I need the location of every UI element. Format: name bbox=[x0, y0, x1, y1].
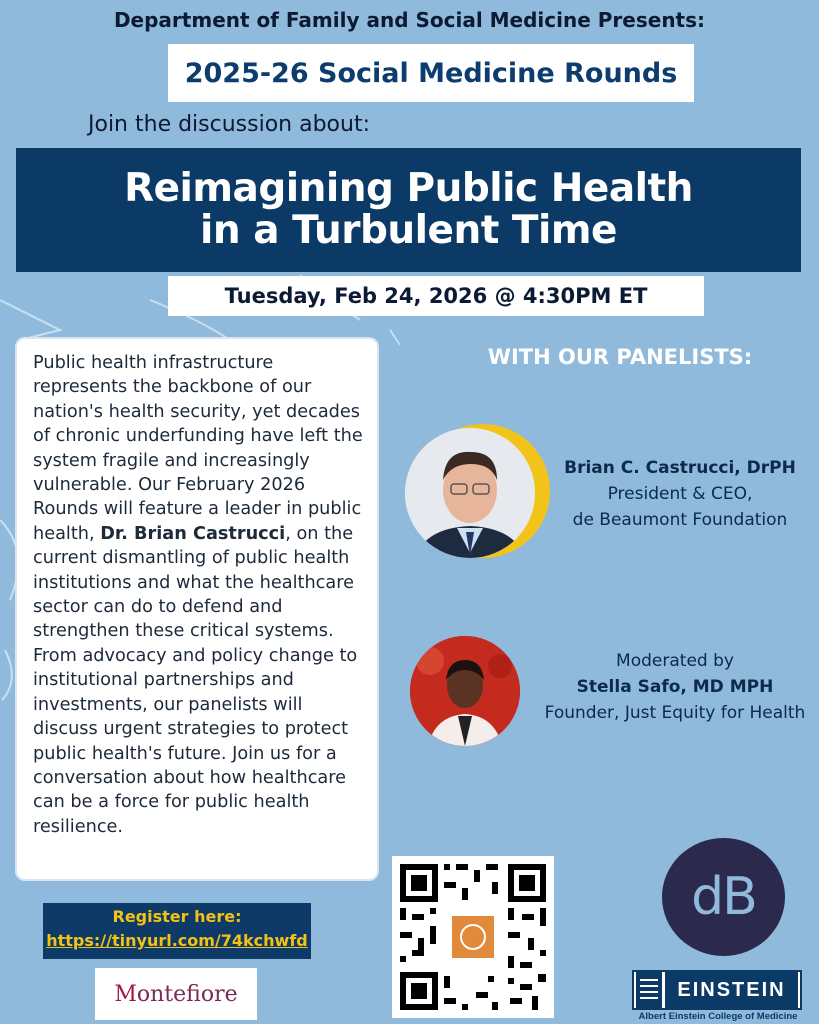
description-part2: , on the current dismantling of public health institutions and what the healthcare sector can do to defend and strengthen these critical systems. From advocacy and policy change to institutional partnerships and investments, our panelists will discuss urgent strategies to protect public health's future. Join us for a conversation about how healthcare can be a force for public health resilience. bbox=[33, 523, 358, 837]
montefiore-logo bbox=[95, 968, 257, 1020]
series-title: 2025-26 Social Medicine Rounds bbox=[184, 57, 678, 89]
einstein-subtitle: Albert Einstein College of Medicine bbox=[638, 1011, 798, 1022]
register-box bbox=[43, 903, 311, 959]
einstein-mark-icon bbox=[636, 972, 662, 1008]
moderator-label: Moderated by bbox=[616, 651, 734, 671]
moderator-info bbox=[525, 648, 819, 726]
panelist-photo bbox=[405, 428, 535, 558]
series-title-box bbox=[168, 44, 694, 102]
description-text bbox=[33, 351, 367, 839]
department-heading: Department of Family and Social Medicine Presents: bbox=[113, 8, 706, 32]
event-title-line1: Reimagining Public Health bbox=[124, 166, 693, 211]
panelists-heading: WITH OUR PANELISTS: bbox=[487, 345, 753, 369]
panelist-name: Brian C. Castrucci, DrPH bbox=[564, 458, 796, 478]
panelist-portrait-icon bbox=[405, 428, 535, 558]
description-card bbox=[15, 337, 379, 881]
description-part1: Public health infrastructure represents the backbone of our nation's health security, yet decades of chronic underfunding have left the system fragile and increasingly vulnerable. Our February 2026 Rounds will feature a leader in public health, bbox=[33, 353, 363, 544]
register-label: Register here: bbox=[112, 907, 242, 926]
panelist-info bbox=[540, 455, 819, 533]
description-speaker: Dr. Brian Castrucci bbox=[100, 523, 286, 544]
moderator-photo bbox=[410, 636, 520, 746]
moderator-portrait-icon bbox=[410, 636, 520, 746]
event-title-box bbox=[16, 148, 801, 272]
panelist-org: de Beaumont Foundation bbox=[572, 510, 788, 530]
event-title-line2: in a Turbulent Time bbox=[200, 208, 617, 253]
einstein-wordmark: EINSTEIN bbox=[665, 972, 798, 1008]
qr-code-icon bbox=[392, 856, 554, 1018]
panelist-role: President & CEO, bbox=[607, 484, 753, 504]
de-beaumont-logo bbox=[662, 838, 785, 956]
event-date-box bbox=[168, 276, 704, 316]
moderator-name: Stella Safo, MD MPH bbox=[576, 677, 774, 697]
einstein-logo bbox=[632, 970, 802, 1010]
db-wordmark: dB bbox=[691, 867, 756, 927]
join-prompt: Join the discussion about: bbox=[88, 112, 370, 137]
qr-code[interactable] bbox=[392, 856, 554, 1018]
moderator-org: Founder, Just Equity for Health bbox=[544, 703, 806, 723]
montefiore-wordmark: Montefiore bbox=[114, 981, 238, 1007]
register-link[interactable]: https://tinyurl.com/74kchwfd bbox=[46, 931, 308, 950]
event-date: Tuesday, Feb 24, 2026 @ 4:30PM ET bbox=[224, 284, 648, 308]
